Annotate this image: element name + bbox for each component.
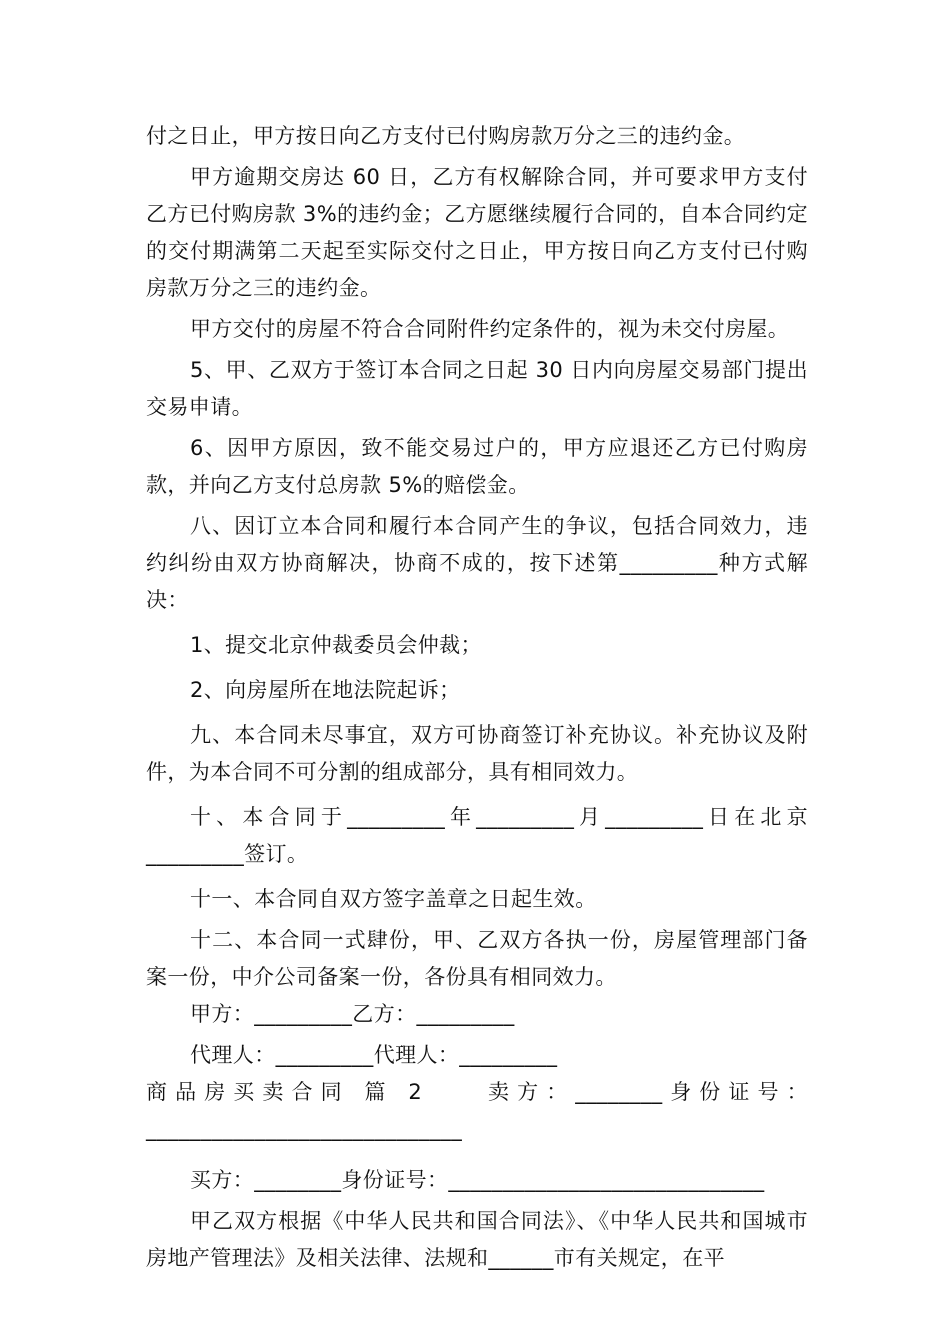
paragraph-5: 6、因甲方原因，致不能交易过户的，甲方应退还乙方已付购房款，并向乙方支付总房款 5%的赔偿金。 bbox=[146, 436, 808, 497]
paragraph-7: 1、提交北京仲裁委员会仲裁； bbox=[190, 633, 482, 657]
paragraph-15: 商品房买卖合同 篇 2 卖方：________身份证号：_____________________________ bbox=[146, 1080, 808, 1141]
document-body bbox=[146, 118, 808, 1277]
paragraph-6: 八、因订立本合同和履行本合同产生的争议，包括合同效力，违约纠纷由双方协商解决，协商不成的，按下述第_________种方式解决： bbox=[146, 514, 808, 612]
paragraph-10: 十、本合同于_________年_________月_________日在北京_________签订。 bbox=[146, 805, 808, 866]
paragraph-13: 甲方：_________乙方：_________ bbox=[190, 1002, 515, 1026]
paragraph-9: 九、本合同未尽事宜，双方可协商签订补充协议。补充协议及附件，为本合同不可分割的组成部分，具有相同效力。 bbox=[146, 723, 808, 784]
paragraph-2: 甲方逾期交房达 60 日，乙方有权解除合同，并可要求甲方支付乙方已付购房款 3%的违约金；乙方愿继续履行合同的，自本合同约定的交付期满第二天起至实际交付之日止，甲方按日向乙方支付已付购房款万分之三的违约金。 bbox=[146, 165, 808, 300]
paragraph-4: 5、甲、乙双方于签订本合同之日起 30 日内向房屋交易部门提出交易申请。 bbox=[146, 358, 808, 419]
paragraph-12: 十二、本合同一式肆份，甲、乙双方各执一份，房屋管理部门备案一份，中介公司备案一份，各份具有相同效力。 bbox=[146, 928, 808, 989]
paragraph-3: 甲方交付的房屋不符合合同附件约定条件的，视为未交付房屋。 bbox=[190, 317, 790, 341]
paragraph-1: 付之日止，甲方按日向乙方支付已付购房款万分之三的违约金。 bbox=[146, 124, 746, 148]
paragraph-11: 十一、本合同自双方签字盖章之日起生效。 bbox=[190, 887, 597, 911]
paragraph-17: 甲乙双方根据《中华人民共和国合同法》、《中华人民共和国城市房地产管理法》及相关法律、法规和______市有关规定，在平 bbox=[146, 1209, 808, 1270]
paragraph-8: 2、向房屋所在地法院起诉； bbox=[190, 678, 461, 702]
paragraph-14: 代理人：_________代理人：_________ bbox=[190, 1043, 558, 1067]
paragraph-16: 买方：________身份证号：_____________________________ bbox=[190, 1168, 765, 1192]
